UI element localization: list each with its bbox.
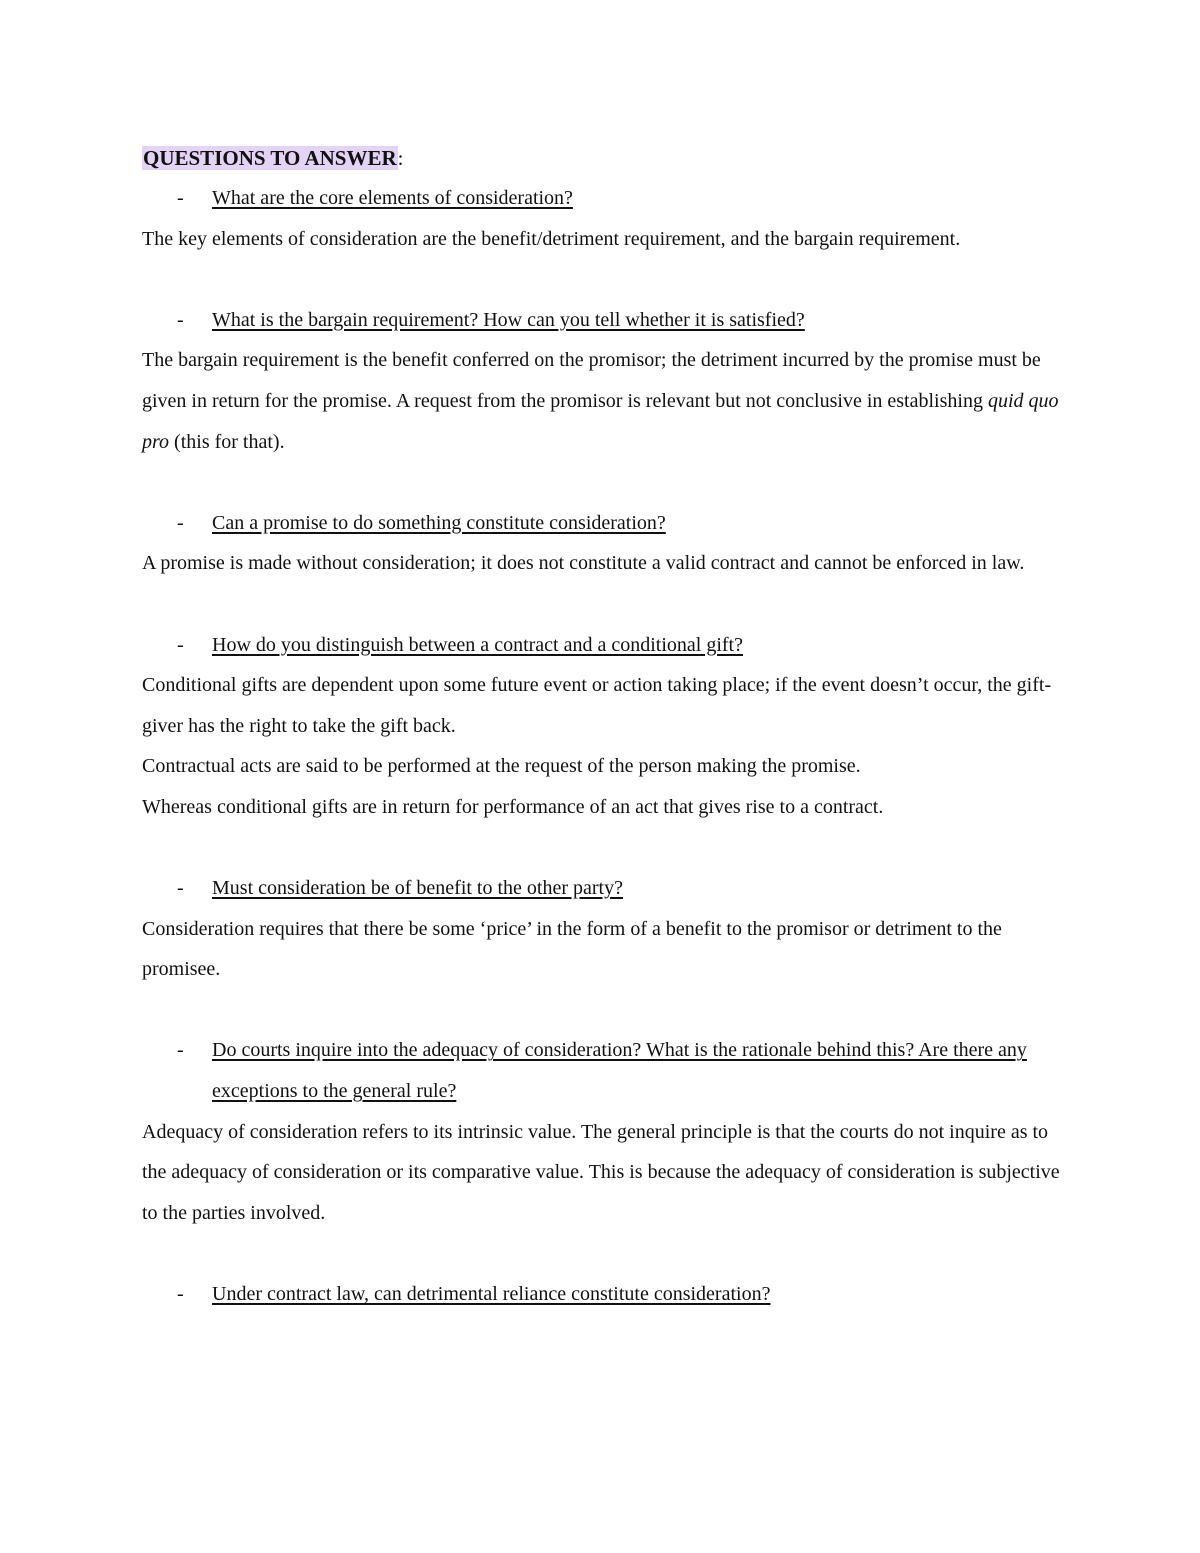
question-text: Can a promise to do something constitute consideration? xyxy=(212,511,666,534)
bullet-dash: - xyxy=(177,511,184,534)
bullet-dash: - xyxy=(177,1283,184,1306)
blank-line xyxy=(142,828,1062,869)
answer-4-paragraph-2: Contractual acts are said to be performed at the request of the person making the promise. xyxy=(142,755,861,778)
italic-phrase: quid quo pro xyxy=(142,389,1059,453)
question-3 xyxy=(142,503,1062,544)
blank-line xyxy=(142,990,1062,1031)
question-text: Under contract law, can detrimental reliance constitute consideration? xyxy=(212,1283,771,1306)
question-text: How do you distinguish between a contract and a conditional gift? xyxy=(212,633,743,656)
bullet-dash: - xyxy=(177,877,184,900)
document-page xyxy=(142,138,1062,1315)
question-6 xyxy=(142,1030,1062,1111)
heading-colon: : xyxy=(397,146,404,170)
answer-text: The bargain requirement is the benefit conferred on the promisor; the detriment incurred by the promise must be given in return for the promise. A request from the promisor is relevant but not conclusive in establishing xyxy=(142,349,1041,412)
blank-line xyxy=(142,259,1062,300)
blank-line xyxy=(142,584,1062,625)
answer-4-paragraph-3: Whereas conditional gifts are in return for performance of an act that gives rise to a contract. xyxy=(142,795,884,818)
bullet-dash: - xyxy=(177,633,184,656)
bullet-dash: - xyxy=(177,1039,184,1062)
answer-3: A promise is made without consideration; it does not constitute a valid contract and cannot be enforced in law. xyxy=(142,552,1025,575)
section-heading xyxy=(142,138,1062,178)
answer-4-paragraph-1: Conditional gifts are dependent upon some future event or action taking place; if the event doesn’t occur, the gift-giver has the right to take the gift back. xyxy=(142,674,1052,737)
question-1 xyxy=(142,178,1062,219)
answer-1: The key elements of consideration are the benefit/detriment requirement, and the bargain requirement. xyxy=(142,227,961,250)
bullet-dash: - xyxy=(177,308,184,331)
question-4 xyxy=(142,625,1062,666)
question-text: Must consideration be of benefit to the other party? xyxy=(212,877,623,900)
answer-2 xyxy=(142,340,1062,462)
question-2 xyxy=(142,300,1062,341)
bullet-dash: - xyxy=(177,187,184,209)
question-text: What are the core elements of consideration? xyxy=(212,187,573,209)
blank-line xyxy=(142,1233,1062,1274)
question-7 xyxy=(142,1274,1062,1315)
blank-line xyxy=(142,462,1062,503)
highlighted-heading: QUESTIONS TO ANSWER xyxy=(143,146,397,170)
answer-5: Consideration requires that there be some ‘price’ in the form of a benefit to the promisor or detriment to the promisee. xyxy=(142,917,1002,981)
question-text: Do courts inquire into the adequacy of consideration? What is the rationale behind this? Are there any exceptions to the general rule? xyxy=(212,1039,1027,1103)
answer-6: Adequacy of consideration refers to its intrinsic value. The general principle is that the courts do not inquire as to the adequacy of consideration or its comparative value. This is because the adequacy of consideration is subjective to the parties involved. xyxy=(142,1120,1060,1224)
answer-text: (this for that). xyxy=(169,430,285,453)
question-text: What is the bargain requirement? How can you tell whether it is satisfied? xyxy=(212,308,805,331)
question-5 xyxy=(142,868,1062,909)
